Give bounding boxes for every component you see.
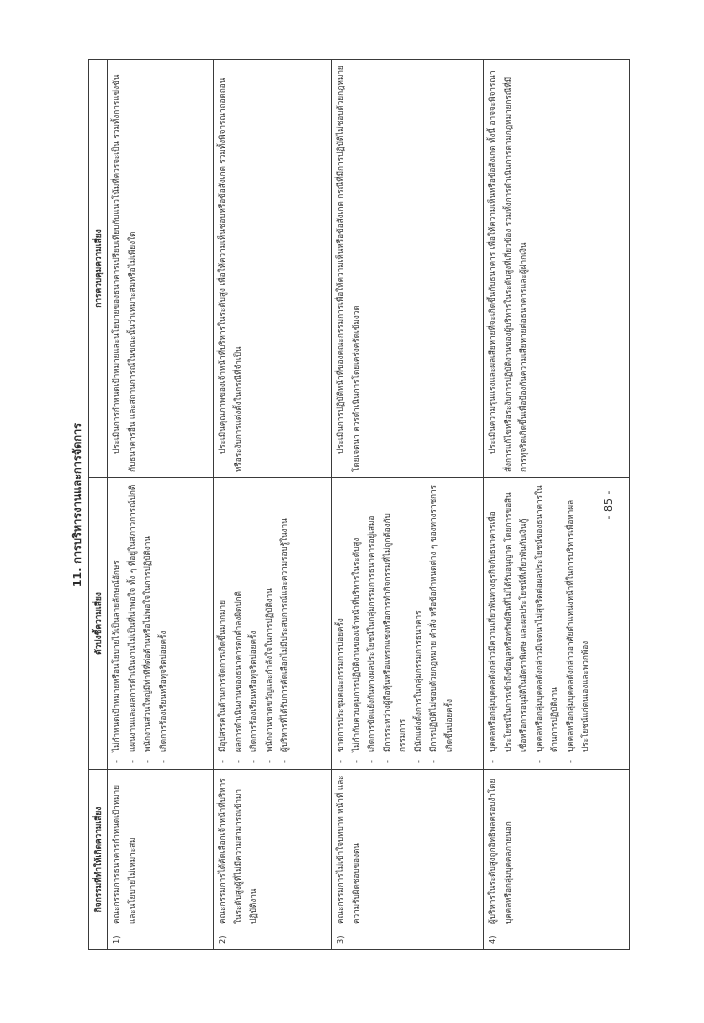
assessment-cell: [484, 60, 630, 478]
table-row: [332, 60, 484, 950]
indicator-item: - เกิดการขัดแย้งกันทางผลประโยชน์ในกลุ่มกรรมการธนาคารอยู่เสมอ: [364, 483, 380, 764]
indicator-item: - แผนงานและผลการดำเนินงานไม่เป็นที่น่าพอใจ ทั้ง ๆ ที่อยู่ในสภาวการณ์ปกติ: [125, 483, 141, 764]
indicator-cell: [332, 478, 484, 770]
indicator-item: - ไม่กำหนดเป้าหมายหรือนโยบายไว้เป็นลายลักษณ์อักษร: [109, 483, 125, 764]
activity-text: คณะกรรมการได้คัดเลือกเจ้าหน้าที่บริหารในระดับสูงผู้ที่ไม่มีความสามารถเข้ามาปฏิบัติงาน: [217, 778, 258, 924]
activity-cell: [332, 770, 484, 950]
rotated-document-page: [62, 60, 642, 950]
indicator-item: - ไม่กำกับควบคุมการปฏิบัติงานของเจ้าหน้าที่บริหารในระดับสูง: [349, 483, 365, 764]
indicator-item: - มีการปฏิบัติไม่ชอบด้วยกฎหมาย คำสั่ง หรือข้อกำหนดต่าง ๆ ของทางราชการ เกิดขึ้นบ่อยครั้ง: [426, 483, 457, 764]
assessment-text: ประเมินความรุนแรงและผลเสียหายที่จะเกิดขึ้นกับธนาคาร เพื่อให้ความเห็นหรือข้อสังเกต ทั้งนี้ อาจจะพิจารณาสั่งการแก้ไขหรือระงับการปฏิบัติงานของผู้บริหารในระดับสูงที่เกี่ยวข้อง รวมทั้งการดำเนินการตามกฎหมายกรณีที่มีการทุจริตเกิดขึ้นเพื่อป้องกันความเสียหายต่อธนาคารและผู้ฝากเงิน: [487, 70, 528, 472]
indicator-item: - ผู้บริหารที่ได้รับการคัดเลือกไม่มีประสบการณ์และความรอบรู้ในงาน: [277, 483, 293, 764]
activity-cell: [108, 770, 214, 950]
row-number: 1): [111, 935, 121, 944]
indicator-item: - บุคคลหรือกลุ่มบุคคลดังกล่าวมีเจตนาไม่สุจริตต่อผลประโยชน์ของธนาคารในด้านการปฏิบัติงาน: [532, 483, 563, 764]
activity-cell: [214, 770, 332, 950]
activity-cell: [484, 770, 630, 950]
header-assessment: การควบคุมความเสี่ยง: [89, 60, 108, 478]
indicator-item: - บุคคลหรือกลุ่มบุคคลดังกล่าวอาศัยตำแหน่งหน้าที่ในการบริหารเพื่อหาผลประโยชน์แก่ตนเองและพวกพ้อง: [563, 483, 594, 764]
header-indicator: ตัวบ่งชี้ความเสี่ยง: [89, 478, 108, 770]
indicator-cell: [214, 478, 332, 770]
indicator-item: - บุคคลหรือกลุ่มบุคคลดังกล่าวมีความเกี่ยวพันทางธุรกิจกับธนาคารเพื่อประโยชน์ในการเข้าถึงข้อมูลหรือทรัพย์สินที่ไม่ได้รับอนุญาต โดยการขอสินเชื่อหรือการอนุมัติในอัตราพิเศษ และผลประโยชน์ที่เกี่ยวพันกับเงินกู้: [485, 483, 532, 764]
table-row: [214, 60, 332, 950]
page-number: - 85 -: [602, 490, 615, 520]
indicator-item: - มีการระหว่างผู้ถือหุ้นหรือแทรกแซงหรือการทำกิจกรรมที่ไม่ถูกต้องกับกรรมการ: [380, 483, 411, 764]
indicator-item: - ผลการดำเนินงานของธนาคารตกต่ำลงผิดปกติ: [231, 483, 247, 764]
table-header-row: [89, 60, 108, 950]
row-number: 3): [335, 935, 345, 944]
section-title: 11. การบริหารงานและการจัดการ: [71, 422, 84, 588]
header-activity: กิจกรรมที่ทำให้เกิดความเสี่ยง: [89, 770, 108, 950]
indicator-item: - ขาดการประชุมคณะกรรมการบ่อยครั้ง: [333, 483, 349, 764]
indicator-item: - เกิดการร้องเรียนหรือทุจริตบ่อยครั้ง: [156, 483, 172, 764]
risk-control-table: [88, 59, 630, 950]
activity-text: คณะกรรมการธนาคารกำหนดเป้าหมายและนโยบายไม่เหมาะสม: [111, 785, 137, 924]
table-row: [108, 60, 214, 950]
assessment-cell: [332, 60, 484, 478]
indicator-item: - เกิดการร้องเรียนหรือทุจริตบ่อยครั้ง: [246, 483, 262, 764]
assessment-text: ประเมินคุณภาพของเจ้าหน้าที่บริหารในระดับสูง เพื่อให้ความเห็นชอบหรือข้อสังเกต รวมทั้งพิจารณาถอดถอนหรือระงับการแต่งตั้งในกรณีที่จำเป็น: [217, 77, 243, 472]
row-number: 2): [217, 935, 227, 944]
activity-text: คณะกรรมการไม่เข้าใจบทบาท หน้าที่ และความรับผิดชอบของตน: [335, 775, 361, 924]
indicator-cell: [108, 478, 214, 770]
assessment-text: ประเมินการปฏิบัติหน้าที่ของคณะกรรมการเพื่อให้ความเห็นหรือข้อสังเกต กรณีที่มีการปฏิบัติไม่ชอบด้วยกฎหมายโดยเจตนา ควรดำเนินการโดยเคร่งครัดเข้มงวด: [335, 65, 361, 472]
activity-text: ผู้บริหารในระดับสูงถูกอิทธิพลครอบงำโดยบุคคลหรือกลุ่มบุคคลภายนอก: [487, 778, 513, 924]
assessment-text: ประเมินการกำหนดเป้าหมายและนโยบายของธนาคารเปรียบเทียบกับแนวโน้มที่ควรจะเป็น รวมทั้งการแข่งขันกับธนาคารอื่น และสถานการณ์ในขณะนั้นว่าเหมาะสมหรือไม่เพียงใด: [111, 74, 137, 472]
indicator-item: - พนักงานขาดขวัญและกำลังใจในการปฏิบัติงาน: [262, 483, 278, 764]
indicator-item: - พนักงานส่วนใหญ่มีท่าทีที่ต่อต้านหรือไม่พอใจในการปฏิบัติงาน: [140, 483, 156, 764]
assessment-cell: [214, 60, 332, 478]
assessment-cell: [108, 60, 214, 478]
indicator-item: - มีอุปสรรคในด้านการจัดการเกิดขึ้นมากมาย: [215, 483, 231, 764]
indicator-item: - มีนักแต่งตั้งการในกลุ่มกรรมการธนาคาร: [411, 483, 427, 764]
row-number: 4): [487, 935, 497, 944]
